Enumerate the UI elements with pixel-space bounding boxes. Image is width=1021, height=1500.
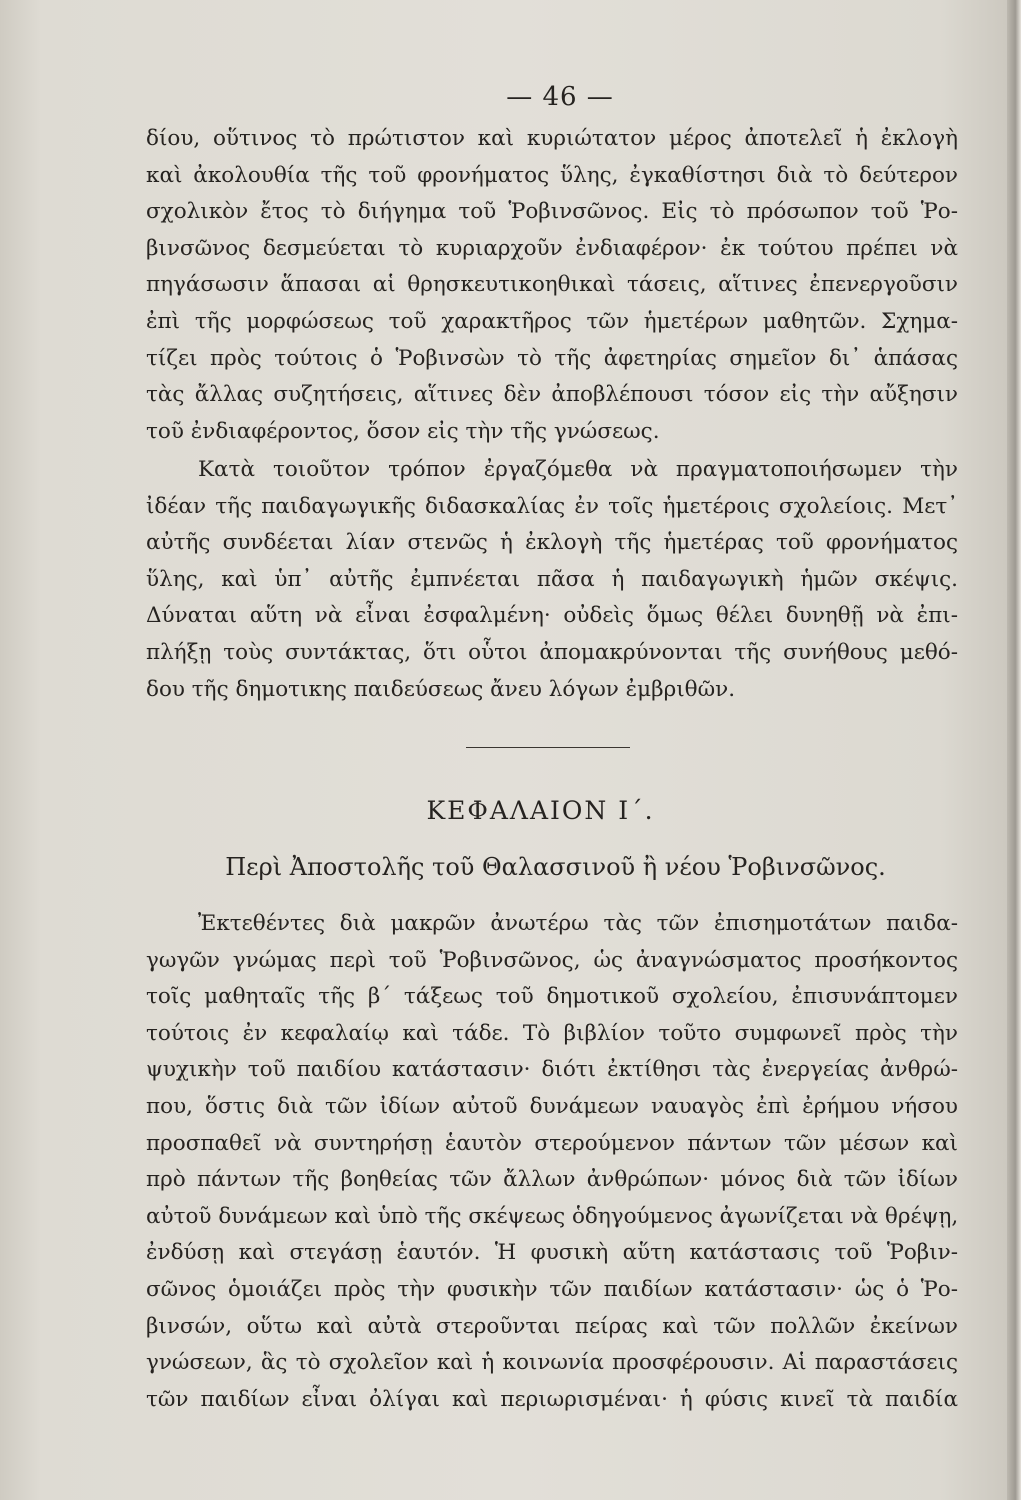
text-line: που, ὅστις διὰ τῶν ἰδίων αὐτοῦ δυνάμεων ναυαγὸς ἐπὶ ἐρήμου νήσου [146, 1093, 958, 1119]
text-line: ἐνδύσῃ καὶ στεγάσῃ ἑαυτόν. Ἡ φυσικὴ αὕτη κατάστασις τοῦ Ῥοβιν- [146, 1240, 958, 1266]
page-number: — 46 — [506, 82, 614, 112]
text-line: γωγῶν γνώμας περὶ τοῦ Ῥοβινσῶνος, ὡς ἀναγνώσματος προσήκοντος [146, 947, 958, 973]
text-line: αὐτῆς συνδέεται λίαν στενῶς ἡ ἐκλογὴ τῆς ἡμετέρας τοῦ φρονήματος [146, 530, 958, 556]
paragraph-2 [146, 452, 958, 708]
text-line: βινσῶνος δεσμεύεται τὸ κυριαρχοῦν ἐνδιαφέρον· ἐκ τούτου πρέπει νὰ [146, 235, 958, 261]
text-line: τὰς ἄλλας συζητήσεις, αἵτινες δὲν ἀποβλέπουσι τόσον εἰς τὴν αὔξησιν [146, 382, 958, 408]
text-line: ἰδέαν τῆς παιδαγωγικῆς διδασκαλίας ἐν τοῖς ἡμετέροις σχολείοις. Μετ᾿ [146, 493, 958, 519]
text-line: τίζει πρὸς τούτοις ὁ Ῥοβινσὼν τὸ τῆς ἀφετηρίας σημεῖον δι᾿ ἁπάσας [146, 345, 958, 371]
chapter-title: ΚΕΦΑΛΑΙΟΝ Ι΄. [426, 796, 655, 825]
text-line: τούτοις ἐν κεφαλαίῳ καὶ τάδε. Τὸ βιβλίον τοῦτο συμφωνεῖ πρὸς τὴν [146, 1020, 958, 1046]
text-line: τοῖς μαθηταῖς τῆς β΄ τάξεως τοῦ δημοτικοῦ σχολείου, ἐπισυνάπτομεν [146, 984, 958, 1010]
text-line: ὕλης, καὶ ὑπ᾿ αὐτῆς ἐμπνέεται πᾶσα ἡ παιδαγωγικὴ ἡμῶν σκέψις. [146, 566, 958, 592]
text-line: καὶ ἀκολουθία τῆς τοῦ φρονήματος ὕλης, ἐγκαθίστησι διὰ τὸ δεύτερον [146, 162, 958, 188]
page-edge-shadow [1007, 0, 1021, 1500]
text-line: ἐπὶ τῆς μορφώσεως τοῦ χαρακτῆρος τῶν ἡμετέρων μαθητῶν. Σχημα- [146, 308, 958, 334]
text-line: δίου, οὕτινος τὸ πρώτιστον καὶ κυριώτατον μέρος ἀποτελεῖ ἡ ἐκλογὴ [146, 126, 958, 151]
text-line: βινσών, οὕτω καὶ αὐτὰ στεροῦνται πείρας καὶ τῶν πολλῶν ἐκείνων [146, 1313, 958, 1339]
text-line: ψυχικὴν τοῦ παιδίου κατάστασιν· διότι ἐκτίθησι τὰς ἐνεργείας ἀνθρώ- [146, 1057, 958, 1083]
paragraph-1 [146, 121, 958, 450]
chapter-subtitle: Περὶ Ἀποστολῆς τοῦ Θαλασσινοῦ ἢ νέου Ῥοβινσῶνος. [225, 853, 886, 881]
text-line: Δύναται αὕτη νὰ εἶναι ἐσφαλμένη· οὐδεὶς ὅμως θέλει δυνηθῇ νὰ ἐπι- [146, 603, 958, 629]
section-divider [466, 747, 630, 748]
text-line: σῶνος ὁμοιάζει πρὸς τὴν φυσικὴν τῶν παιδίων κατάστασιν· ὡς ὁ Ῥο- [146, 1276, 958, 1302]
text-line: Κατὰ τοιοῦτον τρόπον ἐργαζόμεθα νὰ πραγματοποιήσωμεν τὴν [198, 457, 958, 482]
text-line: σχολικὸν ἔτος τὸ διήγημα τοῦ Ῥοβινσῶνος. Εἰς τὸ πρόσωπον τοῦ Ῥο- [146, 199, 958, 225]
text-line: τοῦ ἐνδιαφέροντος, ὅσον εἰς τὴν τῆς γνώσεως. [146, 418, 660, 444]
text-line: προσπαθεῖ νὰ συντηρήσῃ ἑαυτὸν στερούμενον πάντων τῶν μέσων καὶ [146, 1130, 958, 1156]
text-line: γνώσεων, ἃς τὸ σχολεῖον καὶ ἡ κοινωνία προσφέρουσιν. Αἱ παραστάσεις [146, 1350, 958, 1376]
paragraph-3 [146, 906, 958, 1418]
text-line: πηγάσωσιν ἅπασαι αἱ θρησκευτικοηθικαὶ τάσεις, αἵτινες ἐπενεργοῦσιν [146, 272, 958, 298]
text-line: πρὸ πάντων τῆς βοηθείας τῶν ἄλλων ἀνθρώπων· μόνος διὰ τῶν ἰδίων [146, 1167, 958, 1193]
text-line: τῶν παιδίων εἶναι ὀλίγαι καὶ περιωρισμέναι· ἡ φύσις κινεῖ τὰ παιδία [146, 1386, 958, 1412]
text-line: δου τῆς δημοτικης παιδεύσεως ἄνευ λόγων ἐμβριθῶν. [146, 676, 736, 702]
text-line: πλήξῃ τοὺς συντάκτας, ὅτι οὗτοι ἀπομακρύνονται τῆς συνήθους μεθό- [146, 639, 958, 665]
text-line: Ἐκτεθέντες διὰ μακρῶν ἀνωτέρω τὰς τῶν ἐπισημοτάτων παιδα- [198, 911, 958, 936]
text-line: αὐτοῦ δυνάμεων καὶ ὑπὸ τῆς σκέψεως ὁδηγούμενος ἀγωνίζεται νὰ θρέψῃ, [146, 1203, 959, 1229]
